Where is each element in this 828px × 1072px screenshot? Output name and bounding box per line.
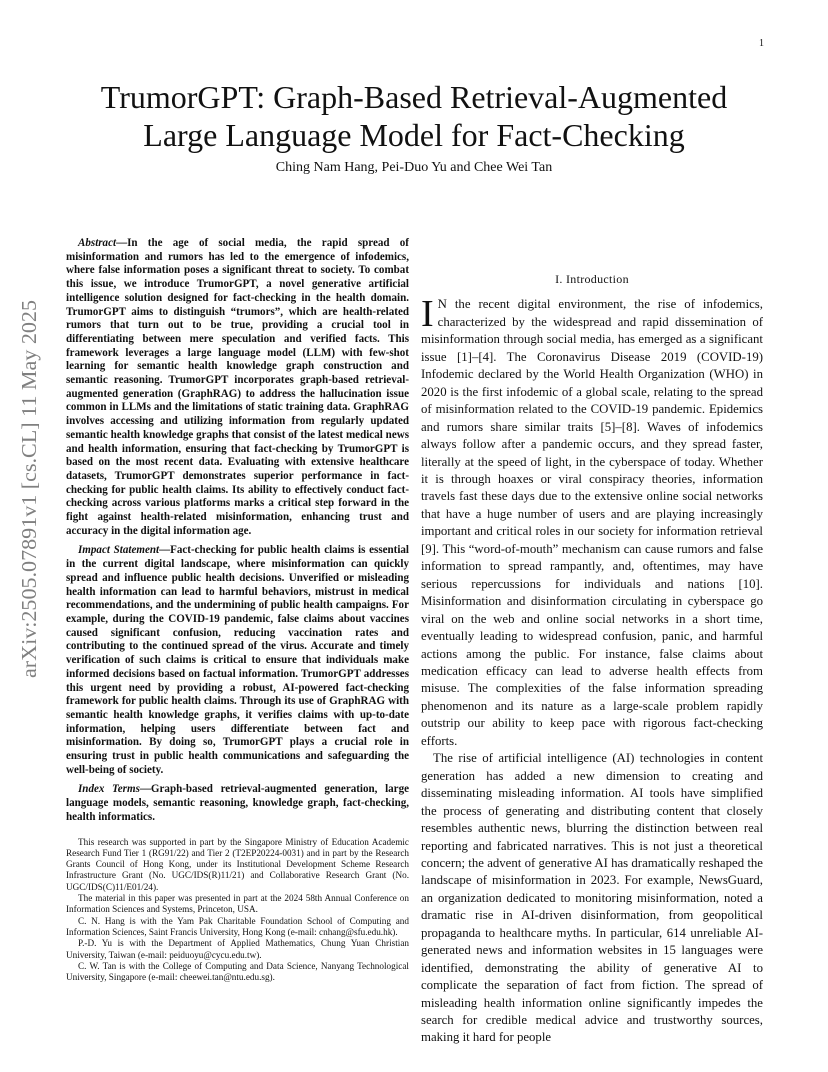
- paper-title: [70, 78, 758, 154]
- footnote-author-tan: C. W. Tan is with the College of Computing and Data Science, Nanyang Technological University, Singapore (e-mail: cheewei.tan@ntu.edu.sg).: [66, 960, 409, 983]
- abstract-text: —In the age of social media, the rapid spread of misinformation and rumors has led to the emergence of infodemics, where false information poses a significant threat to society. To combat this issue, we introduce TrumorGPT, a novel generative artificial intelligence solution designed for fact-checking in the health domain. TrumorGPT aims to distinguish “trumors”, which are health-related rumors that turn out to be true, providing a crucial tool in differentiating between mere speculation and verified facts. This framework leverages a large language model (LLM) with few-shot learning for semantic health knowledge graph construction and semantic reasoning. TrumorGPT incorporates graph-based retrieval-augmented generation (GraphRAG) to address the hallucination issue common in LLMs and the limitations of static training data. GraphRAG involves accessing and utilizing information from regularly updated semantic health knowledge graphs that consist of the latest medical news and health information, ensuring that fact-checking by TrumorGPT is based on the most recent data. Evaluating with extensive healthcare datasets, TrumorGPT demonstrates superior performance in fact-checking for public health claims. Its ability to effectively conduct fact-checking across various platforms marks a critical step forward in the fight against health-related misinformation, enhancing trust and accuracy in the digital information age.: [66, 237, 409, 537]
- impact-text: —Fact-checking for public health claims is essential in the current digital landscape, where misinformation can quickly spread and influence public health decisions. Unverified or misleading health information can lead to harmful behaviors, mistrust in medical recommendations, and the undermining of public health campaigns. For example, during the COVID-19 pandemic, false claims about vaccines caused significant confusion, reducing vaccination rates and contributing to the continued spread of the virus. Accurate and timely verification of such claims is critical to ensure that individuals make informed decisions based on factual information. TrumorGPT addresses this urgent need by providing a robust, AI-powered fact-checking framework for public health claims. Through its use of GraphRAG with semantic health knowledge graphs, it verifies claims with up-to-date information, helping users differentiate between fact and misinformation. By doing so, TrumorGPT plays a crucial role in ensuring trust in public health communications and safeguarding the well-being of society.: [66, 544, 410, 776]
- intro-paragraph-1-text: N the recent digital environment, the rise of infodemics, characterized by the widespread and rapid dissemination of misinformation through social media, has emerged as a significant issue [1]–[4]. The Coronavirus Disease 2019 (COVID-19) Infodemic declared by the World Health Organization (WHO) in 2020 is the first infodemic of a global scale, relating to the spread of misinformation related to the COVID-19 pandemic. Epidemics and rumors share similar traits [5]–[8]. Waves of infodemics always follow after a pandemic occurs, and they spread faster, literally at the speed of light, in the cyberspace of today. Whether it is through hoaxes or viral conspiracy theories, information travels fast these days due to the extensive online social networks that have a huge number of users and are playing increasingly important and critical roles in our society for information retrieval [9]. This “word-of-mouth” mechanism can cause rumors and false information to spread rampantly, and, oftentimes, may have serious repercussions for individuals and nations [10]. Misinformation and disinformation circulating in cyberspace go viral on the web and online social networks in a short time, eventually leading to widespread confusion, panic, and harmful actions among the public. For instance, false claims about medication efficacy can lead to adverse health effects from misuse. The complexities of the false information spreading phenomenon and its nature as a large-scale problem rapidly outstrip our ability to keep pace with rigorous fact-checking efforts.: [421, 297, 763, 748]
- drop-cap: I: [421, 293, 434, 336]
- footnote-conference: The material in this paper was presented in part at the 2024 58th Annual Conference on Information Sciences and Systems, Princeton, USA.: [66, 893, 409, 915]
- footnotes: [66, 837, 409, 984]
- arxiv-stamp: [6, 298, 46, 678]
- section-heading-introduction: I. Introduction: [555, 272, 629, 286]
- footnote-author-hang: C. N. Hang is with the Yam Pak Charitable Foundation School of Computing and Information Sciences, Saint Francis University, Hong Kong (e-mail: cnhang@sfu.edu.hk).: [66, 915, 409, 937]
- right-column: [421, 237, 763, 1047]
- index-terms-label: Index Terms: [78, 783, 140, 796]
- abstract: [66, 237, 409, 825]
- intro-paragraph-1: [421, 293, 763, 750]
- index-terms: [66, 783, 409, 824]
- left-column: [66, 237, 409, 983]
- title-line-1: TrumorGPT: Graph-Based Retrieval-Augmented: [100, 79, 728, 115]
- arxiv-stamp-text: arXiv:2505.07891v1 [cs.CL] 11 May 2025: [17, 309, 41, 678]
- intro-paragraph-2: The rise of artificial intelligence (AI) technologies in content generation has added a new dimension to creating and disseminating misleading information. AI tools have simplified the process of generating and distributing content that closely resembles authentic news, blurring the distinction between real reporting and fabricated narratives. This is not just a theoretical concern; the advent of generative AI has dramatically reshaped the landscape of misinformation in 2023. For example, NewsGuard, an organization dedicated to monitoring misinformation, noted a dramatic rise in AI-driven disinformation, from geopolitical propaganda to healthcare myths. In particular, 614 unreliable AI-generated news and information websites in 15 languages were identified, demonstrating the ability of generative AI to complicate the separation of fact from fiction. The spread of misleading health information online significantly impedes the search for credible medical advice and trustworthy sources, making it hard for people: [421, 751, 763, 1045]
- page-number: 1: [759, 38, 764, 49]
- abstract-paragraph: [66, 237, 409, 538]
- abstract-label: Abstract: [78, 237, 117, 249]
- footnote-author-yu: P.-D. Yu is with the Department of Applied Mathematics, Chung Yuan Christian University, Taiwan (e-mail: peiduoyu@cycu.edu.tw).: [66, 938, 409, 960]
- index-terms-text: —Graph-based retrieval-augmented generation, large language models, semantic reasoning, knowledge graph, fact-checking, health informatics.: [66, 783, 409, 823]
- impact-statement: [66, 544, 409, 777]
- title-line-2: Large Language Model for Fact-Checking: [143, 117, 685, 153]
- author-list: Ching Nam Hang, Pei-Duo Yu and Chee Wei Tan: [275, 160, 553, 175]
- footnote-funding: This research was supported in part by the Singapore Ministry of Education Academic Research Fund Tier 1 (RG91/22) and Tier 2 (T2EP20224-0031) and in part by the Research Grants Council of Hong Kong, under its Institutional Development Scheme Research Infrastructure Grant (No. UGC/IDS(R)11/21) and Collaborative Research Grant (No. UGC/IDS(C)11/E01/24).: [66, 836, 409, 892]
- impact-label: Impact Statement: [78, 544, 160, 557]
